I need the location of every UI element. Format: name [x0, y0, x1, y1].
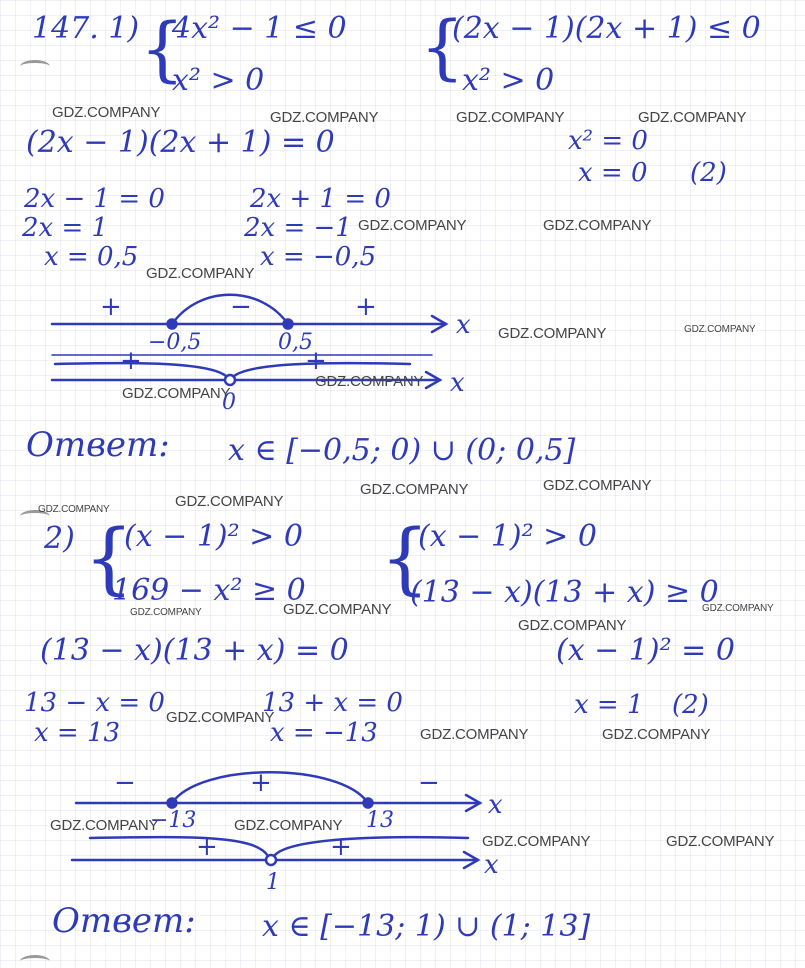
open-point [266, 855, 276, 865]
watermark: GDZ.COMPANY [283, 601, 392, 618]
answer-label: Ответ: [26, 425, 170, 465]
system-brace: { [140, 8, 185, 90]
axis-variable: x [484, 850, 499, 880]
system-line: (x − 1)² > 0 [124, 519, 303, 554]
watermark: GDZ.COMPANY [684, 324, 756, 335]
watermark: GDZ.COMPANY [234, 817, 343, 834]
solve-line: 2x + 1 = 0 [250, 184, 391, 214]
solve-line: 2x − 1 = 0 [24, 184, 165, 214]
solve-line: x = 13 [34, 718, 121, 748]
interval-sign: − [418, 768, 440, 798]
system-line: 4x² − 1 ≤ 0 [172, 11, 347, 46]
interval-sign: + [330, 832, 352, 862]
axis-point-label: 1 [266, 870, 280, 895]
interval-sign: + [305, 346, 327, 376]
answer-label: Ответ: [52, 901, 196, 941]
system-line: (2x − 1)(2x + 1) ≤ 0 [452, 11, 761, 46]
filled-point [284, 320, 293, 329]
interval-arc [90, 837, 268, 856]
solve-line: x = 1 [574, 690, 644, 720]
answer: x ∈ [−13; 1) ∪ (1; 13] [262, 909, 591, 944]
watermark: GDZ.COMPANY [543, 477, 652, 494]
axis-point-label: −13 [150, 808, 197, 833]
solve-note: (2) [672, 690, 709, 720]
watermark: GDZ.COMPANY [602, 726, 711, 743]
system-line: 169 − x² ≥ 0 [112, 573, 306, 608]
watermark: GDZ.COMPANY [122, 385, 231, 402]
solve-line: x = −0,5 [260, 242, 377, 272]
watermark: GDZ.COMPANY [518, 617, 627, 634]
filled-point [168, 320, 177, 329]
watermark: GDZ.COMPANY [420, 726, 529, 743]
watermark: GDZ.COMPANY [175, 493, 284, 510]
watermark: GDZ.COMPANY [315, 373, 424, 390]
system-brace: { [420, 6, 465, 88]
solve-line: 2x = 1 [22, 213, 109, 243]
answer: x ∈ [−0,5; 0) ∪ (0; 0,5] [228, 433, 576, 468]
watermark: GDZ.COMPANY [666, 833, 775, 850]
watermark: GDZ.COMPANY [146, 265, 255, 282]
watermark: GDZ.COMPANY [456, 109, 565, 126]
watermark: GDZ.COMPANY [130, 607, 202, 618]
watermark: GDZ.COMPANY [50, 817, 159, 834]
interval-sign: + [120, 346, 142, 376]
system-line: (x − 1)² > 0 [418, 519, 597, 554]
watermark: GDZ.COMPANY [702, 603, 774, 614]
watermark: GDZ.COMPANY [38, 504, 110, 515]
interval-arc [55, 363, 228, 378]
axis-variable: x [456, 310, 471, 340]
interval-arc [172, 292, 288, 324]
filled-point [168, 799, 177, 808]
system-brace: { [380, 514, 430, 604]
axis-point-label: 13 [366, 808, 394, 833]
watermark: GDZ.COMPANY [482, 833, 591, 850]
interval-sign: + [250, 768, 272, 798]
watermark: GDZ.COMPANY [498, 325, 607, 342]
watermark: GDZ.COMPANY [52, 104, 161, 121]
solve-line: x = 0,5 [44, 242, 139, 272]
axis-point-label: 0 [222, 390, 236, 415]
axis-variable: x [450, 368, 465, 398]
solve-line: 13 − x = 0 [24, 688, 165, 718]
interval-sign: + [196, 832, 218, 862]
solve-line: x = 0 [578, 158, 648, 188]
interval-sign: − [230, 292, 252, 322]
watermark: GDZ.COMPANY [543, 217, 652, 234]
system-line: (13 − x)(13 + x) ≥ 0 [410, 575, 719, 610]
axis-point-label: −0,5 [148, 330, 202, 355]
task-subnumber: 2) [44, 521, 75, 556]
system-brace: { [84, 514, 134, 604]
watermark: GDZ.COMPANY [358, 217, 467, 234]
interval-arc [172, 768, 368, 803]
axis-variable: x [488, 790, 503, 820]
task-number: 147. 1) [32, 11, 140, 46]
system-line: x² > 0 [462, 63, 555, 98]
equation: (13 − x)(13 + x) = 0 [40, 633, 349, 668]
solve-line: x = −13 [270, 718, 378, 748]
watermark: GDZ.COMPANY [166, 709, 275, 726]
equation: (2x − 1)(2x + 1) = 0 [26, 125, 335, 160]
axis-point-label: 0,5 [278, 330, 313, 355]
solve-line: x² = 0 [568, 126, 648, 156]
open-point [225, 375, 235, 385]
interval-arc [274, 837, 468, 856]
solve-line: 2x = −1 [244, 213, 352, 243]
watermark: GDZ.COMPANY [360, 481, 469, 498]
solve-line: 13 + x = 0 [262, 688, 403, 718]
interval-sign: − [114, 768, 136, 798]
solve-note: (2) [690, 158, 727, 188]
interval-sign: + [355, 292, 377, 322]
system-line: x² > 0 [172, 63, 265, 98]
watermark: GDZ.COMPANY [270, 109, 379, 126]
filled-point [364, 799, 373, 808]
interval-sign: + [100, 292, 122, 322]
watermark: GDZ.COMPANY [638, 109, 747, 126]
equation: (x − 1)² = 0 [556, 633, 735, 668]
